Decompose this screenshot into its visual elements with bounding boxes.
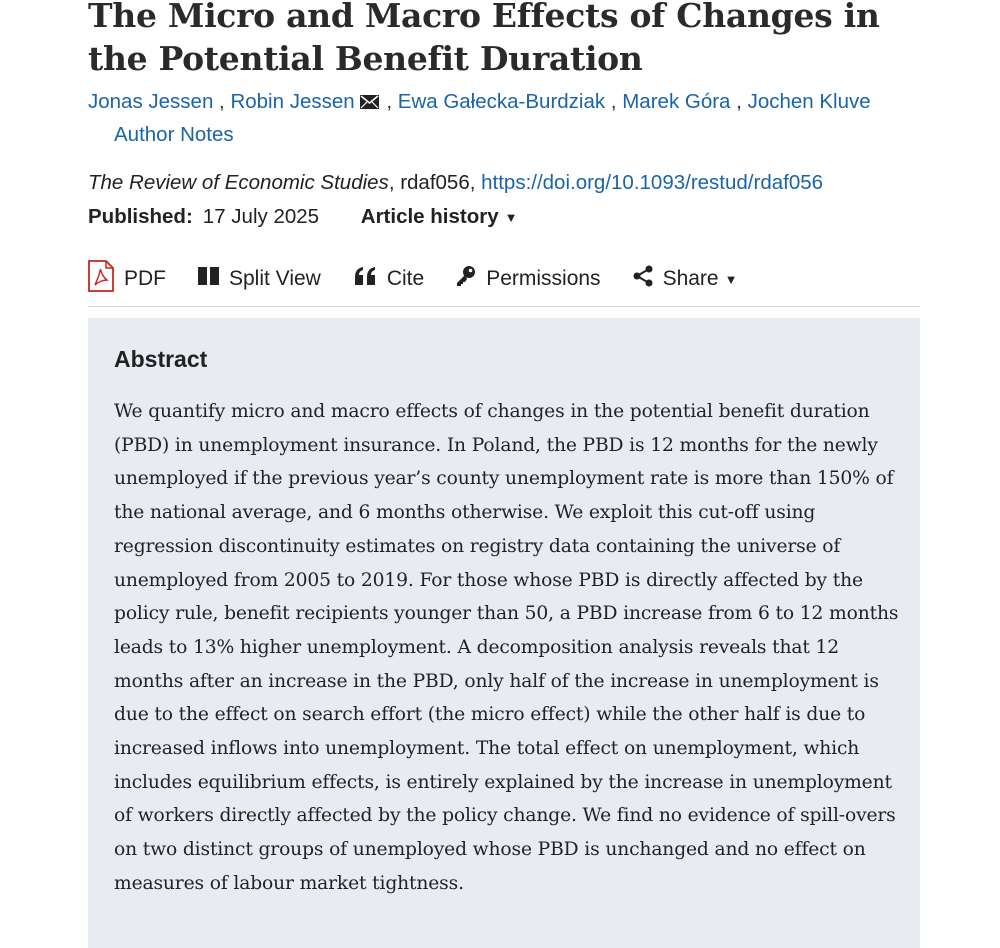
article-history-label: Article history [360,205,499,228]
caret-down-icon: ▼ [724,271,738,287]
published-label: Published: [88,205,193,228]
published-date: 17 July 2025 [202,205,320,228]
envelope-icon[interactable] [360,88,379,118]
author-separator: , [380,90,398,113]
pdf-label: PDF [124,267,166,290]
article-history-toggle[interactable] [361,205,518,228]
article-toolbar [88,260,920,307]
author-separator: , [213,90,231,113]
author-link[interactable]: Jochen Kluve [747,90,871,113]
share-label: Share [662,267,719,290]
doi-link[interactable]: https://doi.org/10.1093/restud/rdaf056 [481,171,824,194]
article-id: , rdaf056, [388,171,482,194]
share-button[interactable] [633,260,738,298]
pdf-icon [88,260,124,298]
citation-line [88,168,968,198]
key-icon [456,265,486,293]
permissions-button[interactable] [456,260,600,298]
author-notes-link[interactable]: Author Notes [114,123,234,146]
cite-label: Cite [386,267,425,290]
quote-icon [353,267,387,291]
split-view-icon [198,267,229,291]
author-list [88,87,948,118]
abstract-heading: Abstract [114,346,208,372]
author-link[interactable]: Jonas Jessen [88,90,214,113]
cite-button[interactable] [353,260,424,298]
caret-down-icon: ▼ [504,210,518,225]
abstract-text: We quantify micro and macro effects of changes in the potential benefit duration (PBD) in unemployment insurance. In Poland, the PBD is 12 months for the newly unemployed if the previous year’s county unemployment rate is more than 150% of the national average, and 6 months otherwise. We exploit this cut-off using regression discontinuity estimates on registry data containing the universe of unemployed from 2005 to 2019. For those whose PBD is directly affected by the policy rule, benefit recipients younger than 50, a PBD increase from 6 to 12 months leads to 13% higher unemployment. A decomposition analysis reveals that 12 months after an increase in the PBD, only half of the increase in unemployment is due to the effect on search effort (the micro effect) while the other half is due to increased inflows into unemployment. The total effect on unemployment, which includes equilibrium effects, is entirely explained by the increase in unemployment of workers directly affected by the policy change. We find no evidence of spill-overs on two distinct groups of unemployed whose PBD is unchanged and no effect on measures of labour market tightness. [114,401,899,894]
author-link[interactable]: Robin Jessen [230,90,355,113]
pdf-button[interactable] [88,260,166,298]
journal-name: The Review of Economic Studies [88,171,389,194]
author-separator: , [605,90,623,113]
publication-row [88,202,518,233]
share-icon [633,265,663,293]
author-link[interactable]: Ewa Gałecka-Burdziak [397,90,606,113]
split-view-button[interactable] [198,260,321,298]
article-title: The Micro and Macro Effects of Changes in the Potential Benefit Duration [88,0,880,78]
split-view-label: Split View [229,267,321,290]
permissions-label: Permissions [486,267,601,290]
author-link[interactable]: Marek Góra [622,90,731,113]
author-separator: , [730,90,748,113]
